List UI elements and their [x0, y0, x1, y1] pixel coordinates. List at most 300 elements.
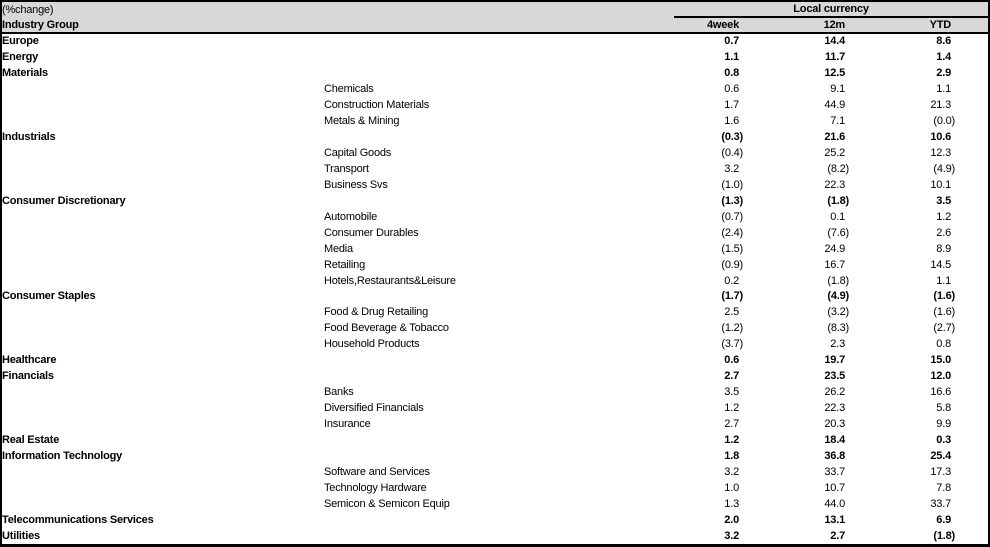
value-text: 1.8 — [724, 450, 739, 463]
table-row — [2, 177, 988, 193]
value-text: 1.2 — [724, 434, 739, 447]
value-text: 36.8 — [824, 450, 845, 463]
row-spacer — [955, 336, 988, 352]
column-header-4week — [674, 17, 743, 33]
header-row-group — [2, 2, 988, 17]
value-text: 0.6 — [724, 354, 739, 367]
value-text: 2.5 — [724, 306, 739, 319]
row-spacer — [955, 352, 988, 368]
value-cell-12m — [743, 352, 849, 368]
value-text: 3.5 — [724, 386, 739, 399]
sector-name-cell — [2, 209, 324, 225]
value-text: 2.7 — [724, 370, 739, 383]
value-cell-4week — [674, 320, 743, 336]
row-spacer — [955, 320, 988, 336]
row-spacer — [955, 480, 988, 496]
value-text: 0.6 — [724, 82, 739, 95]
value-cell-4week — [674, 241, 743, 257]
value-text: 2.0 — [724, 514, 739, 527]
value-cell-12m — [743, 129, 849, 145]
value-cell-12m — [743, 336, 849, 352]
subindustry-name-cell: Technology Hardware — [324, 482, 427, 495]
row-spacer — [955, 432, 988, 448]
value-cell-4week — [674, 257, 743, 273]
value-cell-4week — [674, 464, 743, 480]
row-spacer — [955, 289, 988, 305]
value-text: (2.7) — [933, 322, 955, 335]
value-text: 10.6 — [930, 130, 951, 143]
value-cell-12m — [743, 241, 849, 257]
table-row — [2, 49, 988, 65]
value-cell-ytd — [849, 225, 955, 241]
value-text: 14.4 — [824, 35, 845, 48]
value-text: (0.7) — [721, 210, 743, 223]
sector-name-cell: Utilities — [2, 530, 40, 543]
value-text: (1.3) — [721, 194, 743, 207]
value-text: 13.1 — [824, 514, 845, 527]
subindustry-name-cell: Hotels,Restaurants&Leisure — [324, 274, 456, 287]
value-cell-ytd — [849, 145, 955, 161]
value-text: 1.0 — [724, 482, 739, 495]
header-spacer — [955, 17, 988, 33]
value-cell-12m — [743, 225, 849, 241]
value-cell-ytd — [849, 129, 955, 145]
value-cell-12m — [743, 193, 849, 209]
row-spacer — [955, 97, 988, 113]
table-row — [2, 320, 988, 336]
row-spacer — [955, 257, 988, 273]
subindustry-name-cell: Consumer Durables — [324, 226, 419, 239]
subindustry-name-cell — [324, 352, 674, 368]
sector-name-cell: Real Estate — [2, 434, 60, 447]
value-cell-ytd — [849, 33, 955, 49]
value-cell-12m — [743, 432, 849, 448]
value-text: 1.2 — [936, 210, 951, 223]
value-text: (1.0) — [721, 178, 743, 191]
value-text: (0.4) — [721, 146, 743, 159]
value-cell-4week — [674, 352, 743, 368]
value-cell-4week — [674, 432, 743, 448]
industry-group-header: Industry Group — [2, 17, 674, 33]
sector-name-cell: Healthcare — [2, 354, 57, 367]
value-text: 3.2 — [724, 466, 739, 479]
sector-name-cell — [2, 464, 324, 480]
value-cell-ytd — [849, 368, 955, 384]
sector-name-cell: Telecommunications Services — [2, 514, 154, 527]
value-text: 1.1 — [724, 50, 739, 63]
value-cell-4week — [674, 368, 743, 384]
table-row — [2, 161, 988, 177]
value-text: (1.5) — [721, 242, 743, 255]
value-text: 44.0 — [824, 498, 845, 511]
table-row — [2, 384, 988, 400]
table-row — [2, 432, 988, 448]
value-cell-4week — [674, 336, 743, 352]
value-cell-12m — [743, 384, 849, 400]
table-row — [2, 257, 988, 273]
value-text: 22.3 — [824, 402, 845, 415]
table-row — [2, 464, 988, 480]
value-text: 21.3 — [930, 98, 951, 111]
table-row — [2, 97, 988, 113]
sector-name-cell — [2, 177, 324, 193]
sector-name-cell — [2, 81, 324, 97]
value-text: (1.7) — [721, 290, 743, 303]
value-text: 26.2 — [824, 386, 845, 399]
value-cell-12m — [743, 304, 849, 320]
value-text: 9.9 — [936, 418, 951, 431]
column-header-ytd-label: YTD — [929, 19, 951, 31]
column-header-4week-label: 4week — [706, 19, 739, 31]
table-row — [2, 209, 988, 225]
sector-name-cell — [2, 257, 324, 273]
value-text: 2.9 — [936, 66, 951, 79]
subindustry-name-cell: Banks — [324, 386, 354, 399]
table-body — [2, 33, 988, 544]
header-row-columns — [2, 17, 988, 33]
value-text: 1.6 — [724, 114, 739, 127]
row-spacer — [955, 145, 988, 161]
value-cell-4week — [674, 193, 743, 209]
row-spacer — [955, 33, 988, 49]
value-cell-4week — [674, 145, 743, 161]
value-cell-12m — [743, 480, 849, 496]
value-text: 2.3 — [830, 338, 845, 351]
value-cell-ytd — [849, 113, 955, 129]
row-spacer — [955, 368, 988, 384]
subindustry-name-cell — [324, 512, 674, 528]
value-cell-12m — [743, 273, 849, 289]
value-text: 1.1 — [936, 274, 951, 287]
value-cell-ytd — [849, 416, 955, 432]
value-text: 19.7 — [824, 354, 845, 367]
sector-name-cell: Consumer Discretionary — [2, 194, 126, 207]
value-cell-12m — [743, 448, 849, 464]
value-text: 2.7 — [724, 418, 739, 431]
value-text: 0.7 — [724, 35, 739, 48]
value-text: 18.4 — [824, 434, 845, 447]
value-text: 1.2 — [724, 402, 739, 415]
table-row — [2, 368, 988, 384]
subindustry-name-cell: Automobile — [324, 210, 378, 223]
table-row — [2, 225, 988, 241]
table-row — [2, 113, 988, 129]
value-cell-12m — [743, 528, 849, 544]
value-text: 25.4 — [930, 450, 951, 463]
row-spacer — [955, 177, 988, 193]
value-text: 1.4 — [936, 50, 951, 63]
table-row — [2, 289, 988, 305]
subindustry-name-cell: Capital Goods — [324, 146, 392, 159]
value-cell-4week — [674, 49, 743, 65]
value-cell-ytd — [849, 257, 955, 273]
row-spacer — [955, 528, 988, 544]
column-group-header: Local currency — [674, 2, 988, 17]
subindustry-name-cell: Metals & Mining — [324, 114, 400, 127]
row-spacer — [955, 209, 988, 225]
value-text: 1.1 — [936, 82, 951, 95]
table-row — [2, 400, 988, 416]
value-cell-4week — [674, 304, 743, 320]
sector-name-cell: Energy — [2, 50, 39, 63]
row-spacer — [955, 512, 988, 528]
subindustry-name-cell: Household Products — [324, 338, 420, 351]
table-row — [2, 512, 988, 528]
value-text: 22.3 — [824, 178, 845, 191]
value-text: 7.1 — [830, 114, 845, 127]
subindustry-name-cell — [324, 65, 674, 81]
value-cell-ytd — [849, 496, 955, 512]
value-cell-ytd — [849, 336, 955, 352]
value-cell-ytd — [849, 289, 955, 305]
value-cell-12m — [743, 81, 849, 97]
value-cell-ytd — [849, 209, 955, 225]
value-cell-12m — [743, 145, 849, 161]
value-cell-4week — [674, 496, 743, 512]
value-text: 10.7 — [824, 482, 845, 495]
value-cell-12m — [743, 49, 849, 65]
value-text: 16.7 — [824, 258, 845, 271]
value-cell-4week — [674, 289, 743, 305]
value-text: 33.7 — [930, 498, 951, 511]
sector-name-cell: Industrials — [2, 130, 56, 143]
sector-name-cell: Information Technology — [2, 450, 123, 463]
value-cell-4week — [674, 65, 743, 81]
row-spacer — [955, 161, 988, 177]
value-text: 33.7 — [824, 466, 845, 479]
performance-table — [2, 2, 988, 544]
subindustry-name-cell — [324, 49, 674, 65]
row-spacer — [955, 113, 988, 129]
table-row — [2, 81, 988, 97]
row-spacer — [955, 448, 988, 464]
sector-name-cell — [2, 416, 324, 432]
value-text: 6.9 — [936, 514, 951, 527]
row-spacer — [955, 193, 988, 209]
value-text: 21.6 — [824, 130, 845, 143]
value-cell-12m — [743, 464, 849, 480]
value-text: 11.7 — [824, 50, 845, 63]
value-text: (1.2) — [721, 322, 743, 335]
subindustry-name-cell: Construction Materials — [324, 98, 430, 111]
table-row — [2, 336, 988, 352]
subindustry-name-cell — [324, 289, 674, 305]
value-text: 8.9 — [936, 242, 951, 255]
value-cell-4week — [674, 161, 743, 177]
subindustry-name-cell: Media — [324, 242, 353, 255]
value-text: 2.7 — [830, 530, 845, 543]
value-cell-12m — [743, 97, 849, 113]
value-text: 3.5 — [936, 194, 951, 207]
value-cell-ytd — [849, 384, 955, 400]
value-cell-4week — [674, 528, 743, 544]
value-cell-ytd — [849, 97, 955, 113]
sector-name-cell — [2, 496, 324, 512]
sector-name-cell — [2, 225, 324, 241]
value-text: (0.9) — [721, 258, 743, 271]
value-cell-12m — [743, 209, 849, 225]
value-text: 25.2 — [824, 146, 845, 159]
sector-name-cell — [2, 336, 324, 352]
value-cell-ytd — [849, 81, 955, 97]
table-row — [2, 304, 988, 320]
value-cell-4week — [674, 33, 743, 49]
subindustry-name-cell — [324, 528, 674, 544]
value-text: (3.2) — [827, 306, 849, 319]
value-text: 0.1 — [830, 210, 845, 223]
row-spacer — [955, 464, 988, 480]
column-header-12m — [743, 17, 849, 33]
row-spacer — [955, 384, 988, 400]
value-cell-12m — [743, 33, 849, 49]
value-text: 3.2 — [724, 530, 739, 543]
column-header-12m-label: 12m — [823, 19, 845, 31]
value-cell-ytd — [849, 448, 955, 464]
row-spacer — [955, 49, 988, 65]
value-cell-4week — [674, 384, 743, 400]
row-spacer — [955, 225, 988, 241]
subindustry-name-cell — [324, 368, 674, 384]
column-header-ytd — [849, 17, 955, 33]
value-cell-12m — [743, 289, 849, 305]
row-spacer — [955, 65, 988, 81]
row-spacer — [955, 304, 988, 320]
value-text: 17.3 — [930, 466, 951, 479]
row-spacer — [955, 400, 988, 416]
table-header — [2, 2, 988, 33]
value-cell-4week — [674, 177, 743, 193]
value-cell-ytd — [849, 464, 955, 480]
value-cell-4week — [674, 129, 743, 145]
subindustry-name-cell: Food & Drug Retailing — [324, 306, 429, 319]
value-cell-ytd — [849, 65, 955, 81]
sector-name-cell — [2, 384, 324, 400]
value-text: 44.9 — [824, 98, 845, 111]
value-cell-12m — [743, 113, 849, 129]
sector-name-cell — [2, 113, 324, 129]
value-text: 10.1 — [930, 178, 951, 191]
subindustry-name-cell: Semicon & Semicon Equip — [324, 498, 450, 511]
value-cell-4week — [674, 209, 743, 225]
sector-name-cell — [2, 320, 324, 336]
value-text: (4.9) — [933, 162, 955, 175]
value-cell-4week — [674, 448, 743, 464]
value-text: (0.3) — [721, 130, 743, 143]
table-subtitle: (%change) — [2, 2, 674, 17]
value-text: 7.8 — [936, 482, 951, 495]
value-cell-4week — [674, 512, 743, 528]
value-cell-12m — [743, 368, 849, 384]
table-row — [2, 241, 988, 257]
table-row — [2, 193, 988, 209]
table-row — [2, 480, 988, 496]
value-cell-4week — [674, 113, 743, 129]
value-text: 0.3 — [936, 434, 951, 447]
sector-name-cell — [2, 241, 324, 257]
subindustry-name-cell: Diversified Financials — [324, 402, 424, 415]
value-text: (7.6) — [827, 226, 849, 239]
value-text: 0.2 — [724, 274, 739, 287]
value-cell-ytd — [849, 304, 955, 320]
value-text: 20.3 — [824, 418, 845, 431]
value-text: 16.6 — [930, 386, 951, 399]
value-cell-ytd — [849, 320, 955, 336]
value-cell-12m — [743, 177, 849, 193]
value-text: 14.5 — [930, 258, 951, 271]
value-text: (4.9) — [827, 290, 849, 303]
value-cell-ytd — [849, 161, 955, 177]
sector-name-cell — [2, 480, 324, 496]
value-cell-4week — [674, 480, 743, 496]
table-row — [2, 273, 988, 289]
value-cell-4week — [674, 416, 743, 432]
value-cell-ytd — [849, 480, 955, 496]
value-cell-12m — [743, 257, 849, 273]
sector-name-cell: Financials — [2, 370, 54, 383]
subindustry-name-cell: Business Svs — [324, 178, 388, 191]
value-cell-ytd — [849, 432, 955, 448]
value-text: 0.8 — [724, 66, 739, 79]
subindustry-name-cell — [324, 33, 674, 49]
sector-name-cell — [2, 161, 324, 177]
row-spacer — [955, 416, 988, 432]
value-text: 1.3 — [724, 498, 739, 511]
value-text: 8.6 — [936, 35, 951, 48]
value-text: 12.0 — [930, 370, 951, 383]
table-row — [2, 448, 988, 464]
value-cell-ytd — [849, 512, 955, 528]
row-spacer — [955, 273, 988, 289]
subindustry-name-cell: Software and Services — [324, 466, 430, 479]
table-row — [2, 65, 988, 81]
subindustry-name-cell — [324, 448, 674, 464]
sector-name-cell — [2, 400, 324, 416]
value-text: 9.1 — [830, 82, 845, 95]
value-cell-ytd — [849, 193, 955, 209]
value-text: (3.7) — [721, 338, 743, 351]
value-cell-ytd — [849, 273, 955, 289]
row-spacer — [955, 241, 988, 257]
sector-name-cell — [2, 304, 324, 320]
subindustry-name-cell: Retailing — [324, 258, 366, 271]
subindustry-name-cell: Food Beverage & Tobacco — [324, 322, 449, 335]
value-cell-ytd — [849, 241, 955, 257]
value-cell-12m — [743, 512, 849, 528]
subindustry-name-cell — [324, 193, 674, 209]
row-spacer — [955, 496, 988, 512]
value-text: 12.5 — [824, 66, 845, 79]
value-text: (1.8) — [933, 530, 955, 543]
value-text: (8.2) — [827, 162, 849, 175]
value-text: 2.6 — [936, 226, 951, 239]
value-cell-ytd — [849, 177, 955, 193]
table-row — [2, 352, 988, 368]
value-cell-12m — [743, 400, 849, 416]
row-spacer — [955, 81, 988, 97]
value-text: 15.0 — [930, 354, 951, 367]
value-text: 0.8 — [936, 338, 951, 351]
sector-name-cell — [2, 273, 324, 289]
value-text: 1.7 — [724, 98, 739, 111]
value-text: (8.3) — [827, 322, 849, 335]
value-cell-12m — [743, 320, 849, 336]
subindustry-name-cell: Insurance — [324, 418, 371, 431]
value-text: (1.6) — [933, 290, 955, 303]
value-cell-12m — [743, 161, 849, 177]
table-row — [2, 416, 988, 432]
row-spacer — [955, 129, 988, 145]
value-text: 24.9 — [824, 242, 845, 255]
